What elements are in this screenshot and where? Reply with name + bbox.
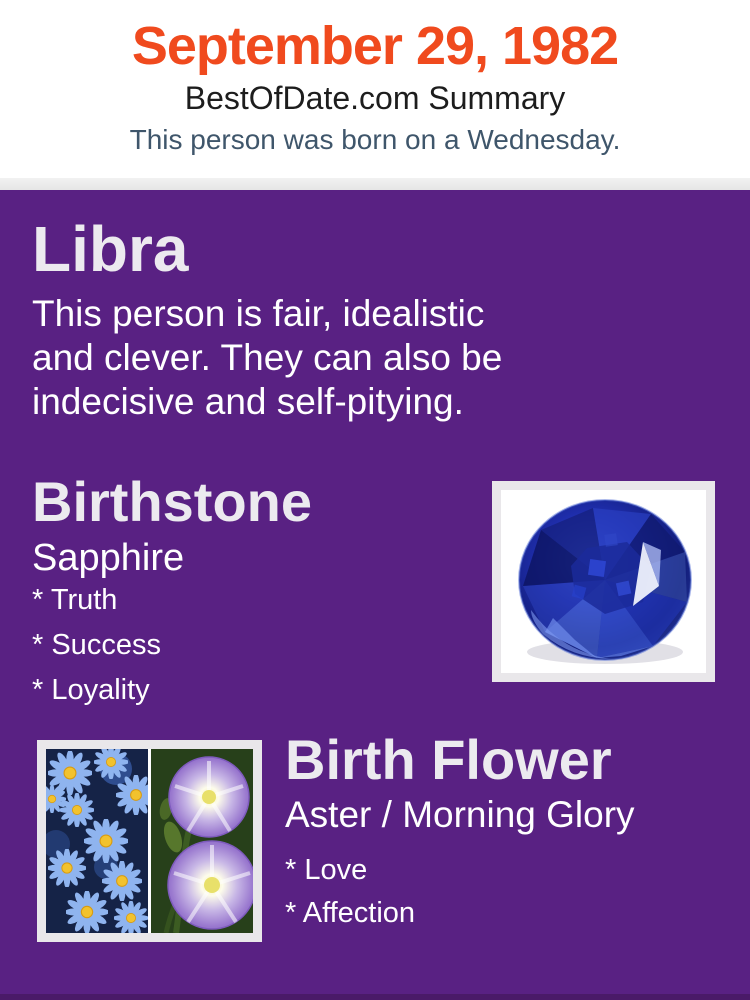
zodiac-description-line: This person is fair, idealistic <box>32 293 485 334</box>
birth-flower-name: Aster / Morning Glory <box>285 794 635 835</box>
birth-flower-trait: * Affection <box>285 897 416 929</box>
zodiac-description <box>32 292 502 424</box>
sapphire-gem-illustration <box>501 490 706 673</box>
bottom-edge-strip <box>0 994 750 1000</box>
birthstone-trait: * Loyality <box>32 674 150 706</box>
birth-flower-trait-list <box>285 855 415 941</box>
birthstone-trait: * Truth <box>32 584 118 616</box>
header <box>0 0 750 178</box>
birth-flower-trait: * Love <box>285 854 368 886</box>
birthstone-trait: * Success <box>32 629 161 661</box>
zodiac-sign-title: Libra <box>32 213 189 285</box>
sapphire-image <box>501 490 706 673</box>
site-summary: BestOfDate.com Summary <box>184 80 566 116</box>
birthstone-name: Sapphire <box>32 537 185 579</box>
divider-strip <box>0 178 750 190</box>
birth-flower-image <box>46 749 253 933</box>
birthstone-trait-list <box>32 585 161 720</box>
zodiac-description-line: and clever. They can also be <box>32 337 503 378</box>
zodiac-description-line: indecisive and self-pitying. <box>32 381 464 422</box>
purple-section <box>0 190 750 1000</box>
birthstone-heading: Birthstone <box>32 470 312 533</box>
sapphire-image-frame <box>492 481 715 682</box>
birth-flower-heading: Birth Flower <box>285 728 612 791</box>
aster-morning-glory-illustration <box>46 749 253 933</box>
date-title: September 29, 1982 <box>131 16 619 76</box>
birth-flower-image-frame <box>37 740 262 942</box>
weekday-note: This person was born on a Wednesday. <box>129 124 621 155</box>
